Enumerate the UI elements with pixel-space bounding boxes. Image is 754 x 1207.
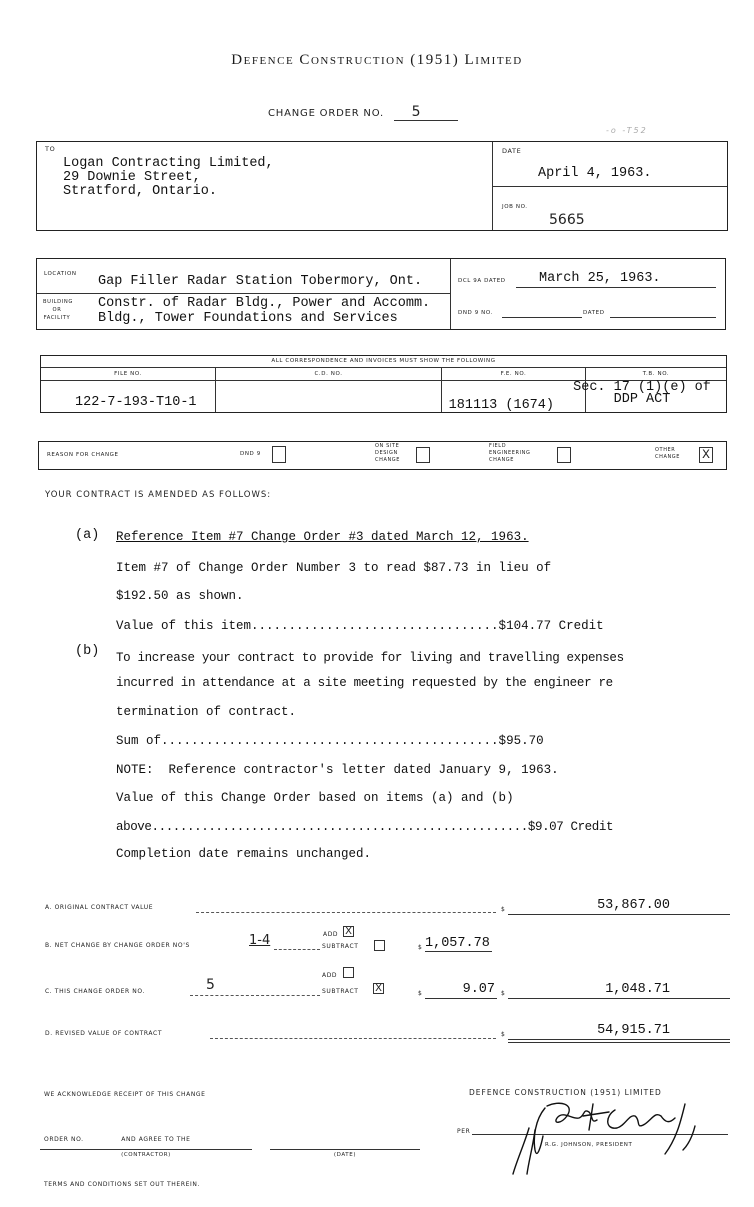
job-no-label: JOB NO. (502, 204, 528, 210)
item-a-line: Item #7 of Change Order Number 3 to read $87.73 in lieu of (116, 561, 552, 575)
currency-sign: $ (418, 990, 423, 997)
reason-other-checkbox[interactable]: X (699, 447, 713, 463)
dnd9-label: DND 9 NO. (458, 310, 493, 316)
recipient-line: Logan Contracting Limited, (63, 156, 274, 171)
date-signature-line[interactable] (270, 1149, 420, 1150)
currency-sign: $ (418, 944, 423, 951)
signer-title: R.G. JOHNSON, PRESIDENT (545, 1142, 633, 1148)
date-sign-label: (DATE) (333, 1152, 357, 1158)
label-line: OTHER (655, 447, 676, 453)
column-header-cd-no: C.D. NO. (314, 371, 343, 377)
label-line: ENGINEERING (489, 450, 531, 456)
item-b-value-line: Value of this Change Order based on items (a) and (b) (116, 791, 514, 805)
item-a-marker: (a) (75, 528, 100, 543)
correspondence-title: ALL CORRESPONDENCE AND INVOICES MUST SHOW THE FOLLOWING (271, 358, 496, 364)
item-b-value-line: above.....................................................$9.07 Credit (116, 820, 614, 834)
change-order-number: 5 (394, 104, 458, 121)
dcl9a-underline (516, 287, 716, 288)
summary-d-underline (508, 1042, 730, 1043)
leader-line (274, 949, 320, 950)
change-order-number-field (268, 101, 458, 121)
currency-sign: $ (501, 990, 506, 997)
label-line: CHANGE (375, 457, 401, 463)
signature-stroke (665, 1104, 685, 1154)
tb-no-value (557, 382, 727, 406)
reason-field-engineering-checkbox[interactable] (557, 447, 571, 463)
item-a-value: Value of this item.................................$104.77 Credit (116, 619, 604, 633)
building-value (98, 296, 430, 326)
summary-b-value: 1,057.78 (425, 936, 490, 951)
summary-c-order: 5 (206, 977, 215, 993)
dcl9a-value: March 25, 1963. (539, 271, 661, 286)
summary-b-label: B. NET CHANGE BY CHANGE ORDER NO'S (45, 942, 190, 949)
summary-b-add-checkbox[interactable]: X (343, 926, 354, 937)
divider (493, 186, 727, 187)
handwritten-signature (505, 1090, 720, 1175)
date-value: April 4, 1963. (538, 166, 652, 181)
label-line: FIELD (489, 443, 507, 449)
summary-b-subtract-label: SUBTRACT (322, 943, 359, 950)
summary-b-subtract-checkbox[interactable] (374, 940, 385, 951)
leader-line (190, 995, 320, 996)
acknowledgement-line: TERMS AND CONDITIONS SET OUT THEREIN. (44, 1181, 200, 1188)
job-no-value: 5665 (549, 212, 585, 228)
summary-b-orders: 1-4 (249, 933, 271, 948)
summary-c-total: 1,048.71 (605, 982, 670, 997)
summary-c-label: C. THIS CHANGE ORDER NO. (45, 988, 145, 995)
summary-a-label: A. ORIGINAL CONTRACT VALUE (45, 904, 154, 911)
item-b-line: incurred in attendance at a site meeting requested by the engineer re (116, 676, 613, 690)
summary-d-label: D. REVISED VALUE OF CONTRACT (45, 1030, 163, 1037)
dnd9-underline (502, 317, 582, 318)
item-b-marker: (b) (75, 644, 100, 659)
building-line: Bldg., Tower Foundations and Services (98, 311, 398, 326)
contractor-signature-line[interactable] (40, 1149, 252, 1150)
summary-d-value: 54,915.71 (597, 1023, 670, 1038)
reason-onsite-checkbox[interactable] (416, 447, 430, 463)
label-line: CHANGE (655, 454, 681, 460)
summary-c-value-underline (425, 998, 497, 999)
summary-a-value: 53,867.00 (597, 898, 670, 913)
reason-option-field-label (489, 443, 530, 464)
dcl9a-label: DCL 9A DATED (458, 278, 506, 284)
signature-stroke (608, 1110, 675, 1128)
building-label-line: OR (52, 307, 62, 313)
signature-stroke (683, 1126, 695, 1150)
reason-dnd9-checkbox[interactable] (272, 446, 286, 463)
summary-c-value: 9.07 (462, 982, 495, 997)
organization-title: Defence Construction (1951) Limited (231, 52, 523, 68)
item-b-line: termination of contract. (116, 705, 297, 719)
item-a-line: $192.50 as shown. (116, 589, 244, 603)
label-line: DESIGN (375, 450, 398, 456)
tb-no-line: Sec. 17 (1)(e) of (573, 380, 711, 395)
dnd9-dated-underline (610, 317, 716, 318)
currency-sign: $ (501, 1031, 506, 1038)
currency-sign: $ (501, 906, 506, 913)
dnd9-dated-label: DATED (583, 310, 605, 316)
acknowledgement-line: ORDER NO. AND AGREE TO THE (44, 1136, 191, 1143)
summary-d-underline (508, 1039, 730, 1040)
leader-line (210, 1038, 496, 1039)
divider (41, 367, 726, 368)
leader-line (196, 912, 496, 913)
reason-option-onsite-label (375, 443, 400, 464)
column-header-fe-no: F.E. NO. (500, 371, 527, 377)
file-no-value: 122-7-193-T10-1 (75, 395, 197, 410)
recipient-line: 29 Downie Street, (63, 170, 201, 185)
summary-c-subtract-checkbox[interactable]: X (373, 983, 384, 994)
change-order-label: CHANGE ORDER NO. (268, 108, 384, 119)
building-label-line: FACILITY (43, 315, 71, 321)
divider (450, 259, 451, 329)
to-label: TO (45, 145, 56, 153)
summary-c-total-underline (508, 998, 730, 999)
signature-stroke (534, 1108, 545, 1153)
amendment-intro: YOUR CONTRACT IS AMENDED AS FOLLOWS: (45, 490, 272, 500)
fe-no-value: 181113 (1674) (448, 398, 554, 413)
item-b-completion: Completion date remains unchanged. (116, 847, 372, 861)
recipient-line: Stratford, Ontario. (63, 184, 217, 199)
acknowledgement-text (44, 1057, 206, 1207)
label-line: ON SITE (375, 443, 400, 449)
tb-no-line: DDP ACT (613, 392, 671, 407)
location-value: Gap Filler Radar Station Tobermory, Ont. (98, 274, 423, 289)
summary-c-add-label: ADD (322, 972, 338, 979)
reason-option-other-label (655, 447, 680, 461)
margin-note: -o -T52 (606, 126, 648, 135)
item-a-heading: Reference Item #7 Change Order #3 dated March 12, 1963. (116, 530, 529, 544)
item-b-sum: Sum of.............................................$95.70 (116, 734, 544, 748)
building-label (43, 298, 74, 322)
building-label-line: BUILDING (43, 299, 74, 305)
summary-b-add-label: ADD (323, 931, 339, 938)
column-header-tb-no: T.B. NO. (642, 371, 670, 377)
contractor-label: (CONTRACTOR) (121, 1152, 171, 1158)
reason-label: REASON FOR CHANGE (47, 452, 119, 458)
location-label: LOCATION (44, 271, 77, 277)
signature-org-name: DEFENCE CONSTRUCTION (1951) LIMITED (469, 1088, 662, 1097)
divider (37, 293, 450, 294)
acknowledgement-line: WE ACKNOWLEDGE RECEIPT OF THIS CHANGE (44, 1091, 206, 1098)
item-b-line: To increase your contract to provide for living and travelling expenses (116, 651, 624, 665)
building-line: Constr. of Radar Bldg., Power and Accomm. (98, 296, 431, 311)
summary-c-subtract-label: SUBTRACT (322, 988, 359, 995)
per-label: PER (457, 1128, 471, 1135)
reason-option-dnd9-label: DND 9 (240, 451, 261, 457)
signature-stroke (583, 1104, 609, 1130)
signature-stroke (547, 1103, 597, 1122)
column-header-file-no: FILE NO. (114, 371, 142, 377)
recipient-address (63, 157, 274, 199)
date-label: DATE (502, 147, 522, 155)
item-b-note: NOTE: Reference contractor's letter dated January 9, 1963. (116, 763, 559, 777)
signature-stroke (513, 1128, 535, 1174)
summary-a-underline (508, 914, 730, 915)
label-line: CHANGE (489, 457, 515, 463)
summary-c-add-checkbox[interactable] (343, 967, 354, 978)
